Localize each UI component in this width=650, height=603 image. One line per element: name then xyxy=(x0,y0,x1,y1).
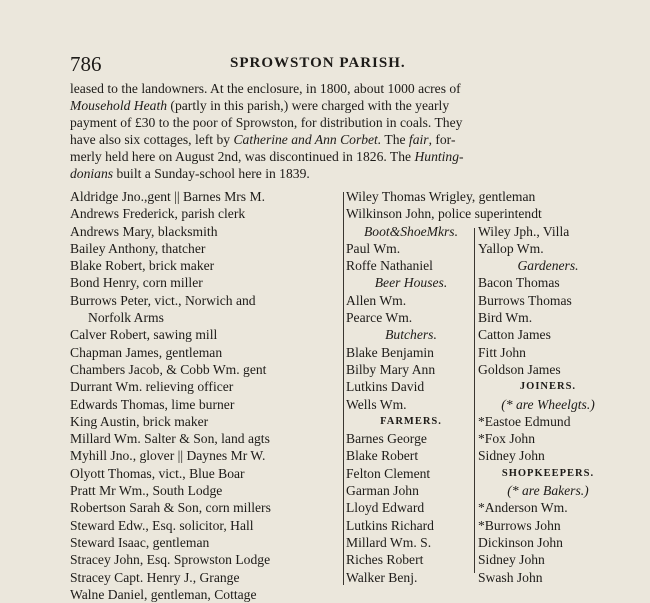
directory-entry: Lutkins Richard xyxy=(346,517,434,533)
directory-entry: Lutkins David xyxy=(346,379,425,395)
directory-entry: Walne Daniel, gentleman, Cottage xyxy=(70,586,257,602)
page-header xyxy=(70,52,610,74)
directory-entry: Sidney John xyxy=(478,552,545,568)
directory-entry: Aldridge Jno.,gent || Barnes Mrs M. xyxy=(70,189,265,204)
trade-heading: (* are Wheelgts.) xyxy=(501,396,595,412)
directory-entry: Bailey Anthony, thatcher xyxy=(70,240,206,256)
trade-heading: Gardeners. xyxy=(517,258,579,274)
trade-heading: Butchers. xyxy=(385,327,437,343)
directory-entry: Stracey Capt. Henry J., Grange xyxy=(70,569,240,585)
directory-column-residents xyxy=(70,188,338,603)
directory-entry: Felton Clement xyxy=(346,465,431,481)
intro-italic: Hunting- xyxy=(414,149,464,164)
intro-text: built a Sunday-school here in 1839. xyxy=(113,166,310,181)
directory-entry: Pearce Wm. xyxy=(346,310,413,326)
directory-entry: *Fox John xyxy=(478,431,536,447)
directory-entry: Edwards Thomas, lime burner xyxy=(70,396,235,412)
intro-italic: donians xyxy=(70,166,114,181)
directory-entry: Bond Henry, corn miller xyxy=(70,275,203,291)
trade-heading: Beer Houses. xyxy=(374,275,448,291)
intro-line xyxy=(70,97,606,114)
directory-entry: Yallop Wm. xyxy=(478,240,544,256)
directory-entry: Bird Wm. xyxy=(478,310,533,326)
intro-text: leased to the landowners. At the enclosure, in 1800, about 1000 acres of xyxy=(70,81,461,96)
intro-text: (partly in this parish,) were charged with the yearly xyxy=(167,98,450,113)
directory-entry: Wilkinson John, police superintendt xyxy=(346,206,542,222)
intro-text: have also six cottages, left by xyxy=(70,132,234,147)
directory-entry: Swash John xyxy=(478,569,543,585)
intro-italic: Catherine and Ann Corbet. xyxy=(233,132,382,147)
intro-paragraph xyxy=(70,80,606,182)
page-title: SPROWSTON PARISH. xyxy=(230,55,406,71)
directory-entry: Blake Robert xyxy=(346,448,419,464)
directory-entry: *Eastoe Edmund xyxy=(478,413,571,429)
directory-entry: Wiley Thomas Wrigley, gentleman xyxy=(346,189,536,204)
directory-entry: King Austin, brick maker xyxy=(70,413,209,429)
directory-entry: Fitt John xyxy=(478,344,526,360)
intro-line xyxy=(70,165,606,182)
directory-entry: Bilby Mary Ann xyxy=(346,361,436,377)
directory-columns xyxy=(70,188,615,602)
directory-entry: Olyott Thomas, vict., Blue Boar xyxy=(70,465,245,481)
directory-entry: *Anderson Wm. xyxy=(478,500,568,516)
directory-entry: Chapman James, gentleman xyxy=(70,344,223,360)
directory-entry: Goldson James xyxy=(478,361,561,377)
directory-entry: Paul Wm. xyxy=(346,240,401,256)
directory-entry: Blake Robert, brick maker xyxy=(70,258,215,274)
directory-entry: Catton James xyxy=(478,327,551,343)
directory-column-trades-a xyxy=(346,223,476,586)
directory-entry: Burr⁠ows Thomas xyxy=(478,292,572,308)
directory-entry: Lloyd Edward xyxy=(346,500,425,516)
trade-heading: (* are Bakers.) xyxy=(507,483,589,499)
directory-entry: Robertson Sarah & Son, corn millers xyxy=(70,500,271,516)
directory-entry: Andrews Mary, blacksmith xyxy=(70,223,218,239)
directory-entry: Steward Edw., Esq. solicitor, Hall xyxy=(70,517,254,533)
trade-heading: FARMERS. xyxy=(380,415,442,427)
intro-line xyxy=(70,114,606,131)
directory-entry: Calver Robert, sawing mill xyxy=(70,327,218,343)
directory-entry: Dickinson John xyxy=(478,534,563,550)
directory-entry: Pratt Mr Wm., South Lodge xyxy=(70,483,223,499)
directory-entry: Riches Robert xyxy=(346,552,424,568)
intro-text: , for- xyxy=(428,132,456,147)
intro-line xyxy=(70,131,606,148)
directory-entry: Bacon Thomas xyxy=(478,275,560,291)
directory-entry: Roffe Nathaniel xyxy=(346,258,433,274)
directory-entry: Wells Wm. xyxy=(346,396,407,412)
directory-entry: Stracey John, Esq. Sprowston Lodge xyxy=(70,552,271,568)
intro-line xyxy=(70,148,606,165)
directory-entry: Sidney John xyxy=(478,448,545,464)
directory-entry: Burrows Peter, vict., Norwich and xyxy=(70,292,256,308)
intro-italic: fair xyxy=(408,132,429,147)
directory-entry: Steward Isaac, gentleman xyxy=(70,534,210,550)
directory-wide-entries xyxy=(346,188,618,223)
directory-entry: Barnes George xyxy=(346,431,427,447)
directory-entry: Chambers Jacob, & Cobb Wm. gent xyxy=(70,361,267,377)
directory-entry: Millard Wm. Salter & Son, land agts xyxy=(70,431,270,447)
intro-italic: Mousehold Heath xyxy=(70,98,168,113)
intro-text: The xyxy=(381,132,409,147)
directory-entry: Andrews Frederick, parish clerk xyxy=(70,206,246,222)
directory-entry: Durrant Wm. relieving officer xyxy=(70,379,234,395)
intro-text: payment of £30 to the poor of Sprowston, for distribution in coals. They xyxy=(70,115,463,130)
directory-entry: Blake Benjamin xyxy=(346,344,434,360)
directory-column-trades-b xyxy=(478,223,618,586)
directory-entry: Walker Benj. xyxy=(346,569,418,585)
trade-heading: SHOPKEEPERS. xyxy=(501,467,595,479)
directory-entry: Allen Wm. xyxy=(346,292,407,308)
directory-entry: Millard Wm. S. xyxy=(346,534,432,550)
trade-heading: JOINERS. xyxy=(519,381,577,393)
directory-entry: Wiley Jph., Villa xyxy=(478,223,570,239)
intro-text: merly held here on August 2nd, was discontinued in 1826. The xyxy=(70,149,415,164)
directory-entry: Norfolk Arms xyxy=(88,310,164,326)
intro-line xyxy=(70,80,606,97)
directory-entry: Garman John xyxy=(346,483,419,499)
trade-heading: Boot&ShoeMkrs. xyxy=(363,223,458,239)
directory-entry: *Burrows John xyxy=(478,517,561,533)
page-number: 786 xyxy=(70,52,102,76)
directory-entry: Myhill Jno., glover || Daynes Mr W. xyxy=(70,448,266,464)
